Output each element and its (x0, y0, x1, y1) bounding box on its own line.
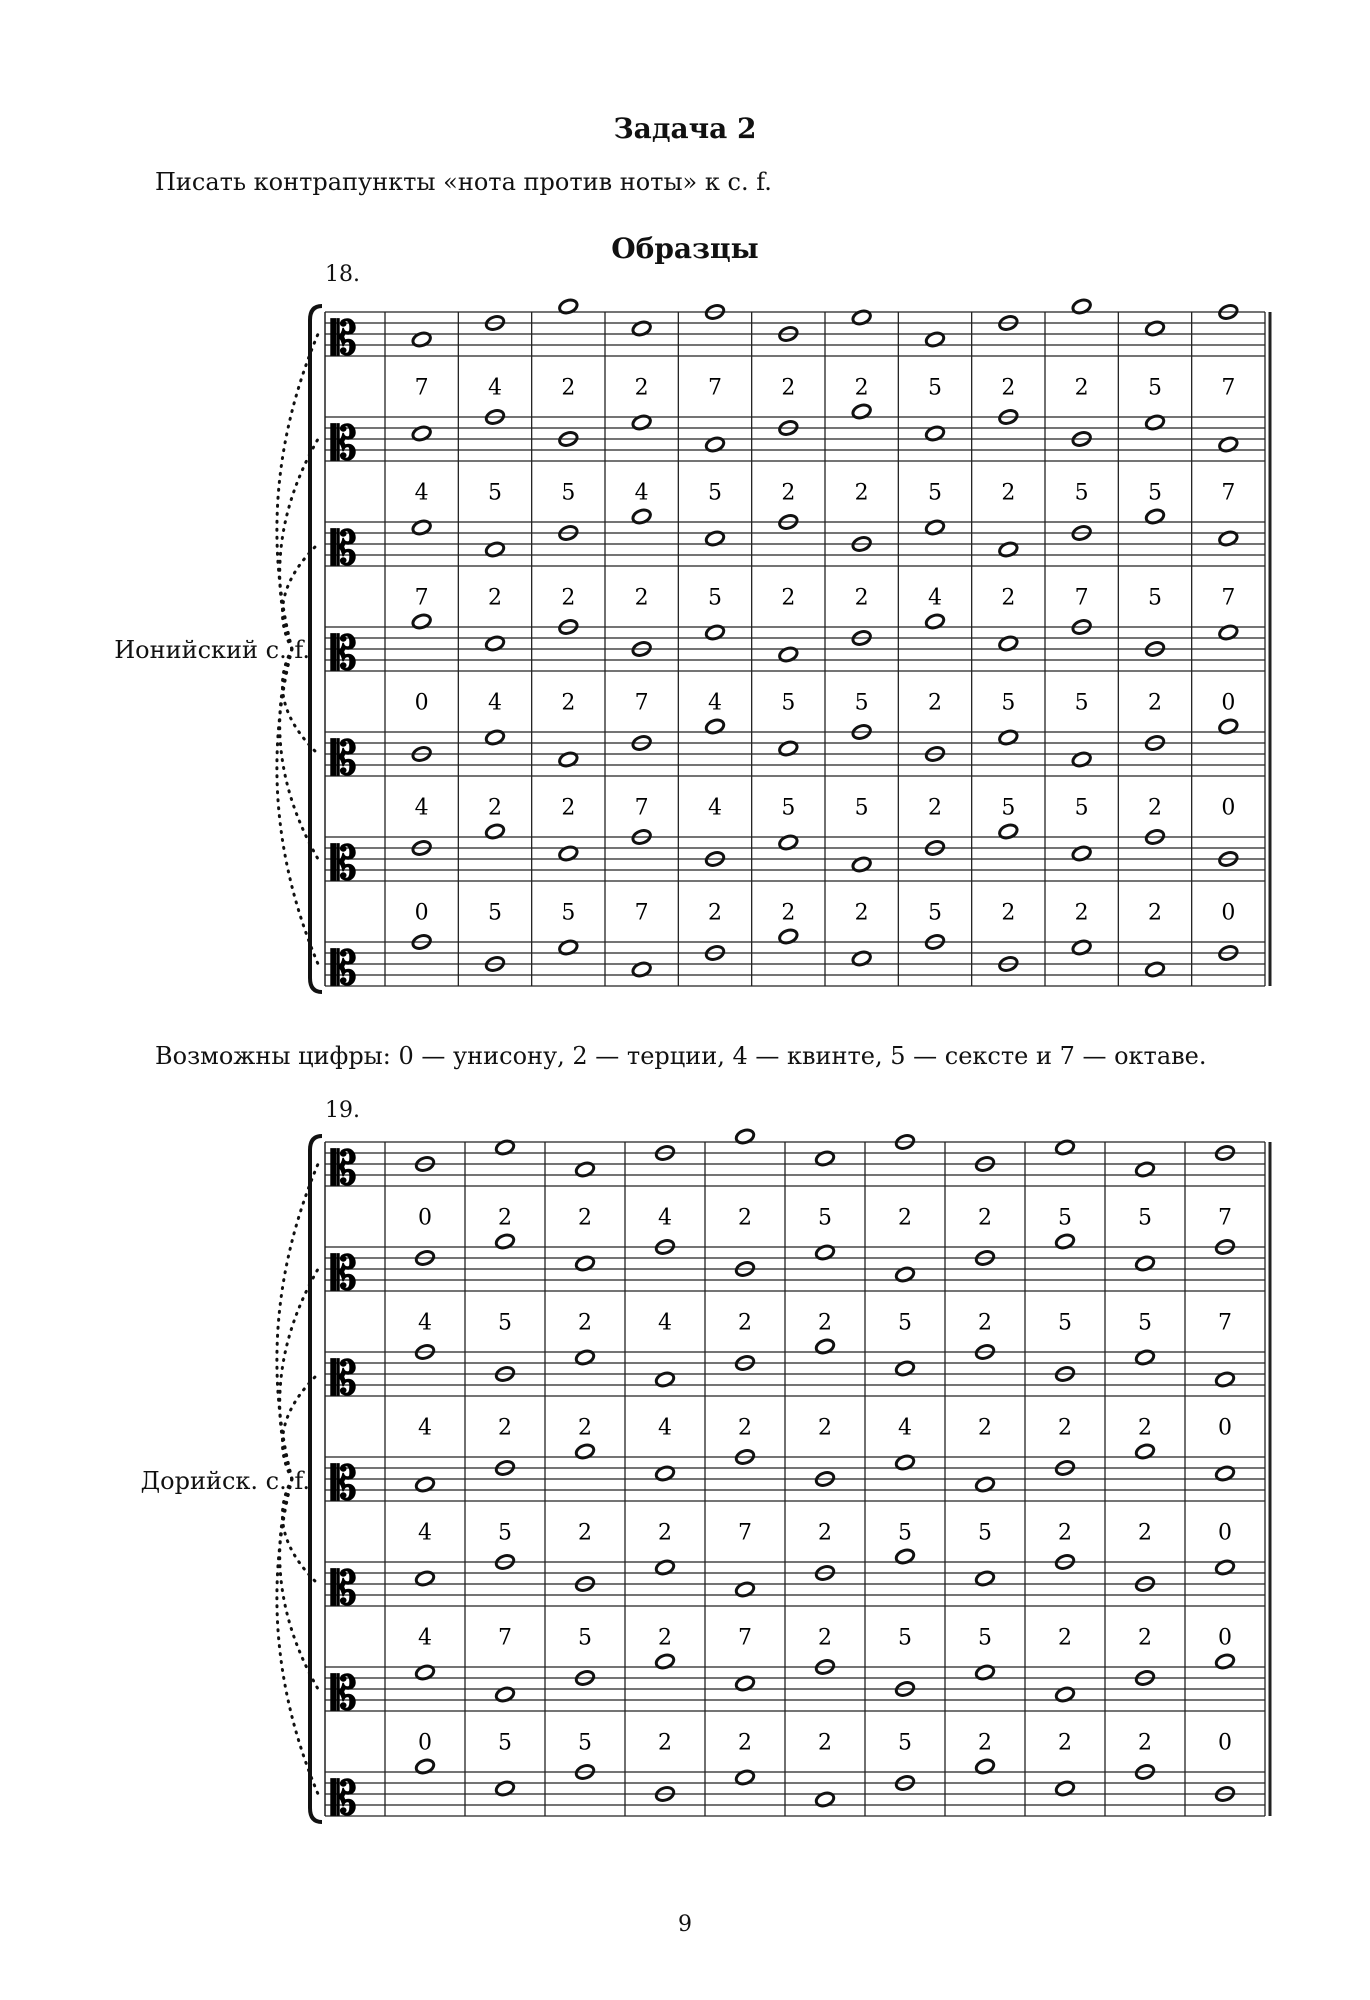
interval-figure: 7 (634, 690, 649, 716)
interval-figure: 2 (561, 690, 576, 716)
interval-figure: 5 (978, 1625, 992, 1651)
interval-figure: 2 (1058, 1730, 1072, 1756)
interval-figure: 2 (1001, 375, 1016, 401)
cantus-firmus-label-ionian: Ионийский с. f. (114, 636, 310, 664)
interval-figure: 5 (1074, 795, 1089, 821)
interval-figure: 5 (1138, 1310, 1152, 1336)
interval-figure: 5 (498, 1730, 512, 1756)
interval-figure: 7 (1074, 585, 1089, 611)
interval-figure: 0 (414, 690, 429, 716)
interval-figure: 2 (928, 795, 942, 821)
interval-figure: 4 (418, 1520, 432, 1546)
interval-figure: 2 (561, 585, 576, 611)
interval-figure: 5 (854, 690, 869, 716)
interval-figure: 4 (414, 480, 429, 506)
interval-figure: 2 (818, 1415, 832, 1441)
interval-figure: 5 (1058, 1205, 1072, 1231)
interval-figure: 2 (898, 1205, 912, 1231)
interval-figure: 5 (978, 1520, 992, 1546)
interval-figure: 2 (578, 1520, 592, 1546)
interval-figure: 7 (414, 585, 429, 611)
interval-figure: 2 (1001, 900, 1016, 926)
interval-figure: 4 (708, 795, 722, 821)
example-number-18: 18. (325, 262, 360, 287)
c-clef-icon: 𝄡 (331, 626, 357, 680)
interval-figure: 5 (1001, 795, 1016, 821)
interval-figure: 5 (854, 795, 869, 821)
interval-figure: 5 (578, 1625, 592, 1651)
interval-figure: 5 (818, 1205, 832, 1231)
interval-figure: 7 (1221, 375, 1236, 401)
interval-figure: 5 (561, 900, 576, 926)
interval-figure: 5 (928, 480, 942, 506)
interval-figure: 2 (658, 1730, 672, 1756)
interval-figure: 0 (1218, 1730, 1232, 1756)
interval-figure: 0 (1221, 900, 1236, 926)
c-clef-icon: 𝄡 (331, 1456, 357, 1510)
interval-figure: 5 (1074, 690, 1089, 716)
interval-figure: 5 (1148, 585, 1162, 611)
interval-figure: 2 (488, 585, 502, 611)
interval-figure: 7 (738, 1520, 752, 1546)
task-description: Писать контрапункты «нота против ноты» к с. f. (155, 168, 772, 196)
interval-figure: 5 (498, 1520, 512, 1546)
interval-figure: 2 (854, 480, 869, 506)
interval-figure: 4 (488, 690, 502, 716)
interval-figure: 7 (634, 795, 649, 821)
interval-figure: 2 (498, 1205, 512, 1231)
interval-figure: 2 (634, 585, 649, 611)
interval-figure: 2 (561, 795, 576, 821)
interval-figure: 2 (578, 1205, 592, 1231)
interval-figure: 2 (561, 375, 576, 401)
interval-figure: 2 (854, 900, 869, 926)
interval-figure: 2 (1138, 1730, 1152, 1756)
page-title: Задача 2 (613, 112, 757, 145)
interval-figure: 4 (658, 1415, 672, 1441)
c-clef-icon: 𝄡 (331, 1561, 357, 1615)
interval-figure: 5 (898, 1310, 912, 1336)
interval-figure: 2 (1138, 1625, 1152, 1651)
c-clef-icon: 𝄡 (331, 1141, 357, 1195)
interval-figure: 2 (738, 1310, 752, 1336)
interval-figure: 5 (488, 900, 502, 926)
interval-figure: 2 (854, 585, 869, 611)
interval-figure: 2 (781, 585, 796, 611)
interval-figure: 5 (561, 480, 576, 506)
interval-figure: 4 (634, 480, 649, 506)
page-number: 9 (678, 1912, 692, 1937)
interval-figure: 2 (818, 1520, 832, 1546)
interval-figure: 2 (1138, 1520, 1152, 1546)
interval-figure: 2 (738, 1415, 752, 1441)
interval-figure: 5 (488, 480, 502, 506)
interval-figure: 2 (1074, 375, 1089, 401)
interval-figure: 2 (978, 1205, 992, 1231)
interval-figure: 0 (1218, 1520, 1232, 1546)
interval-figure: 2 (738, 1730, 752, 1756)
interval-figure: 5 (1058, 1310, 1072, 1336)
interval-figure: 2 (928, 690, 942, 716)
interval-figure: 2 (818, 1730, 832, 1756)
interval-figure: 2 (738, 1205, 752, 1231)
interval-figure: 7 (738, 1625, 752, 1651)
interval-figure: 7 (1221, 480, 1236, 506)
interval-figure: 0 (1218, 1415, 1232, 1441)
example-number-19: 19. (325, 1098, 360, 1123)
interval-figure: 2 (818, 1310, 832, 1336)
c-clef-icon: 𝄡 (331, 311, 357, 365)
interval-figure: 4 (708, 690, 722, 716)
interval-figure: 2 (658, 1625, 672, 1651)
interval-figure: 5 (1001, 690, 1016, 716)
interval-figure: 2 (578, 1310, 592, 1336)
system-bracket (310, 1136, 322, 1822)
interval-figure: 7 (708, 375, 722, 401)
interval-figure: 5 (708, 585, 722, 611)
interval-figure: 2 (634, 375, 649, 401)
interval-figure: 7 (1218, 1205, 1232, 1231)
interval-figure: 2 (781, 375, 796, 401)
interval-figure: 5 (898, 1520, 912, 1546)
interval-figure: 4 (928, 585, 942, 611)
cantus-firmus-label-dorian: Дорийск. с. f. (140, 1467, 310, 1495)
interval-figure: 5 (928, 900, 942, 926)
interval-figure: 0 (418, 1205, 432, 1231)
interval-figure: 2 (1058, 1415, 1072, 1441)
interval-figure: 2 (708, 900, 722, 926)
interval-figure: 5 (1148, 480, 1162, 506)
interval-figure: 2 (1058, 1625, 1072, 1651)
interval-figure: 2 (1148, 900, 1162, 926)
interval-figure: 4 (418, 1310, 432, 1336)
interval-figure: 2 (1001, 480, 1016, 506)
interval-figure: 0 (1221, 690, 1236, 716)
interval-figure: 2 (488, 795, 502, 821)
interval-figure: 4 (658, 1310, 672, 1336)
interval-figure: 2 (781, 480, 796, 506)
interval-figure: 0 (1221, 795, 1236, 821)
interval-figure: 0 (1218, 1625, 1232, 1651)
interval-figure: 2 (781, 900, 796, 926)
interval-figure: 7 (634, 900, 649, 926)
interval-figure: 5 (1138, 1205, 1152, 1231)
score-example-18 (0, 290, 1370, 1030)
c-clef-icon: 𝄡 (331, 521, 357, 575)
interval-figure: 5 (781, 795, 796, 821)
c-clef-icon: 𝄡 (331, 731, 357, 785)
interval-figure: 7 (498, 1625, 512, 1651)
interval-figure: 2 (818, 1625, 832, 1651)
score-example-19 (0, 1120, 1370, 1860)
interval-figure: 4 (898, 1415, 912, 1441)
interval-figure: 2 (1148, 690, 1162, 716)
interval-figure: 7 (1221, 585, 1236, 611)
c-clef-icon: 𝄡 (331, 1246, 357, 1300)
interval-figure: 2 (1148, 795, 1162, 821)
interval-figure: 2 (854, 375, 869, 401)
interval-figure: 5 (1074, 480, 1089, 506)
interval-figure: 4 (418, 1415, 432, 1441)
interval-figure: 5 (578, 1730, 592, 1756)
interval-figure: 7 (414, 375, 429, 401)
interval-figure: 2 (978, 1415, 992, 1441)
section-subtitle: Образцы (611, 232, 759, 265)
interval-figure: 7 (1218, 1310, 1232, 1336)
interval-figure: 4 (488, 375, 502, 401)
interval-figure: 2 (978, 1310, 992, 1336)
interval-figure: 0 (418, 1730, 432, 1756)
c-clef-icon: 𝄡 (331, 1771, 357, 1825)
interval-figure: 2 (498, 1415, 512, 1441)
interval-figure: 2 (1001, 585, 1016, 611)
c-clef-icon: 𝄡 (331, 1351, 357, 1405)
interval-figure: 5 (898, 1730, 912, 1756)
system-bracket (310, 306, 322, 992)
interval-figure: 2 (1074, 900, 1089, 926)
interval-figure: 2 (1138, 1415, 1152, 1441)
interval-footnote: Возможны цифры: 0 — унисону, 2 — терции, 4 — квинте, 5 — сексте и 7 — октаве. (155, 1042, 1207, 1070)
interval-figure: 4 (658, 1205, 672, 1231)
c-clef-icon: 𝄡 (331, 941, 357, 995)
c-clef-icon: 𝄡 (331, 1666, 357, 1720)
c-clef-icon: 𝄡 (331, 836, 357, 890)
c-clef-icon: 𝄡 (331, 416, 357, 470)
interval-figure: 4 (414, 795, 429, 821)
interval-figure: 5 (708, 480, 722, 506)
interval-figure: 5 (1148, 375, 1162, 401)
interval-figure: 5 (498, 1310, 512, 1336)
interval-figure: 5 (781, 690, 796, 716)
interval-figure: 2 (658, 1520, 672, 1546)
interval-figure: 4 (418, 1625, 432, 1651)
interval-figure: 5 (898, 1625, 912, 1651)
interval-figure: 5 (928, 375, 942, 401)
interval-figure: 0 (414, 900, 429, 926)
interval-figure: 2 (978, 1730, 992, 1756)
interval-figure: 2 (578, 1415, 592, 1441)
interval-figure: 2 (1058, 1520, 1072, 1546)
